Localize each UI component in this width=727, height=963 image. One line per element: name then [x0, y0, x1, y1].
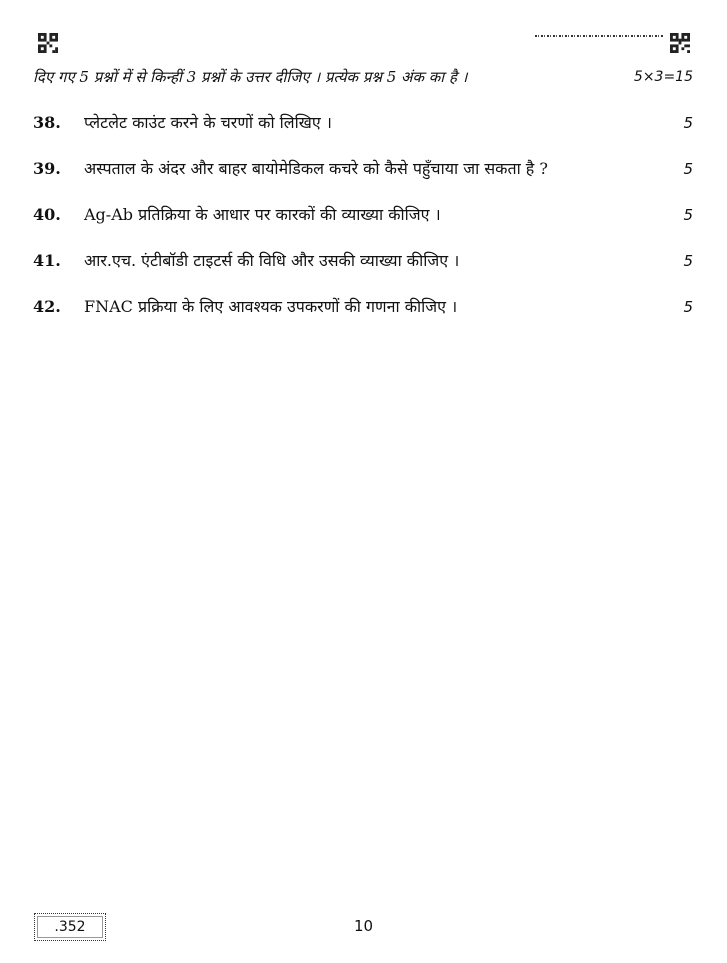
section-marks: 5×3=15	[633, 69, 693, 85]
question-marks: 5	[683, 298, 693, 316]
question-marks: 5	[683, 160, 693, 178]
page-number: 10	[353, 917, 374, 935]
question-row	[33, 203, 693, 249]
question-text: Ag-Ab प्रतिक्रिया के आधार पर कारकों की व्याख्या कीजिए ।	[84, 205, 441, 224]
qr-code-icon	[670, 33, 690, 53]
question-text: अस्पताल के अंदर और बाहर बायोमेडिकल कचरे को कैसे पहुँचाया जा सकता है ?	[84, 159, 548, 178]
question-text: प्लेटलेट काउंट करने के चरणों को लिखिए ।	[84, 113, 332, 132]
question-text: FNAC प्रक्रिया के लिए आवश्यक उपकरणों की गणना कीजिए ।	[84, 297, 458, 316]
question-row	[33, 249, 693, 295]
paper-code: .352	[54, 919, 86, 935]
question-text: आर.एच. एंटीबॉडी टाइटर्स की विधि और उसकी व्याख्या कीजिए ।	[84, 251, 460, 270]
question-row	[33, 295, 693, 341]
barcode-strip	[535, 35, 663, 37]
question-marks: 5	[683, 252, 693, 270]
qr-code-icon	[38, 33, 58, 53]
question-number: 39.	[33, 159, 61, 178]
question-number: 41.	[33, 251, 61, 270]
question-marks: 5	[683, 206, 693, 224]
question-number: 42.	[33, 297, 61, 316]
question-number: 38.	[33, 113, 61, 132]
question-marks: 5	[683, 114, 693, 132]
instruction-text: दिए गए 5 प्रश्नों में से किन्हीं 3 प्रश्नों के उत्तर दीजिए । प्रत्येक प्रश्न 5 अंक का है ।	[33, 68, 468, 86]
question-number: 40.	[33, 205, 61, 224]
section-instruction	[33, 66, 693, 88]
question-list	[33, 111, 693, 341]
question-row	[33, 157, 693, 203]
question-row	[33, 111, 693, 157]
